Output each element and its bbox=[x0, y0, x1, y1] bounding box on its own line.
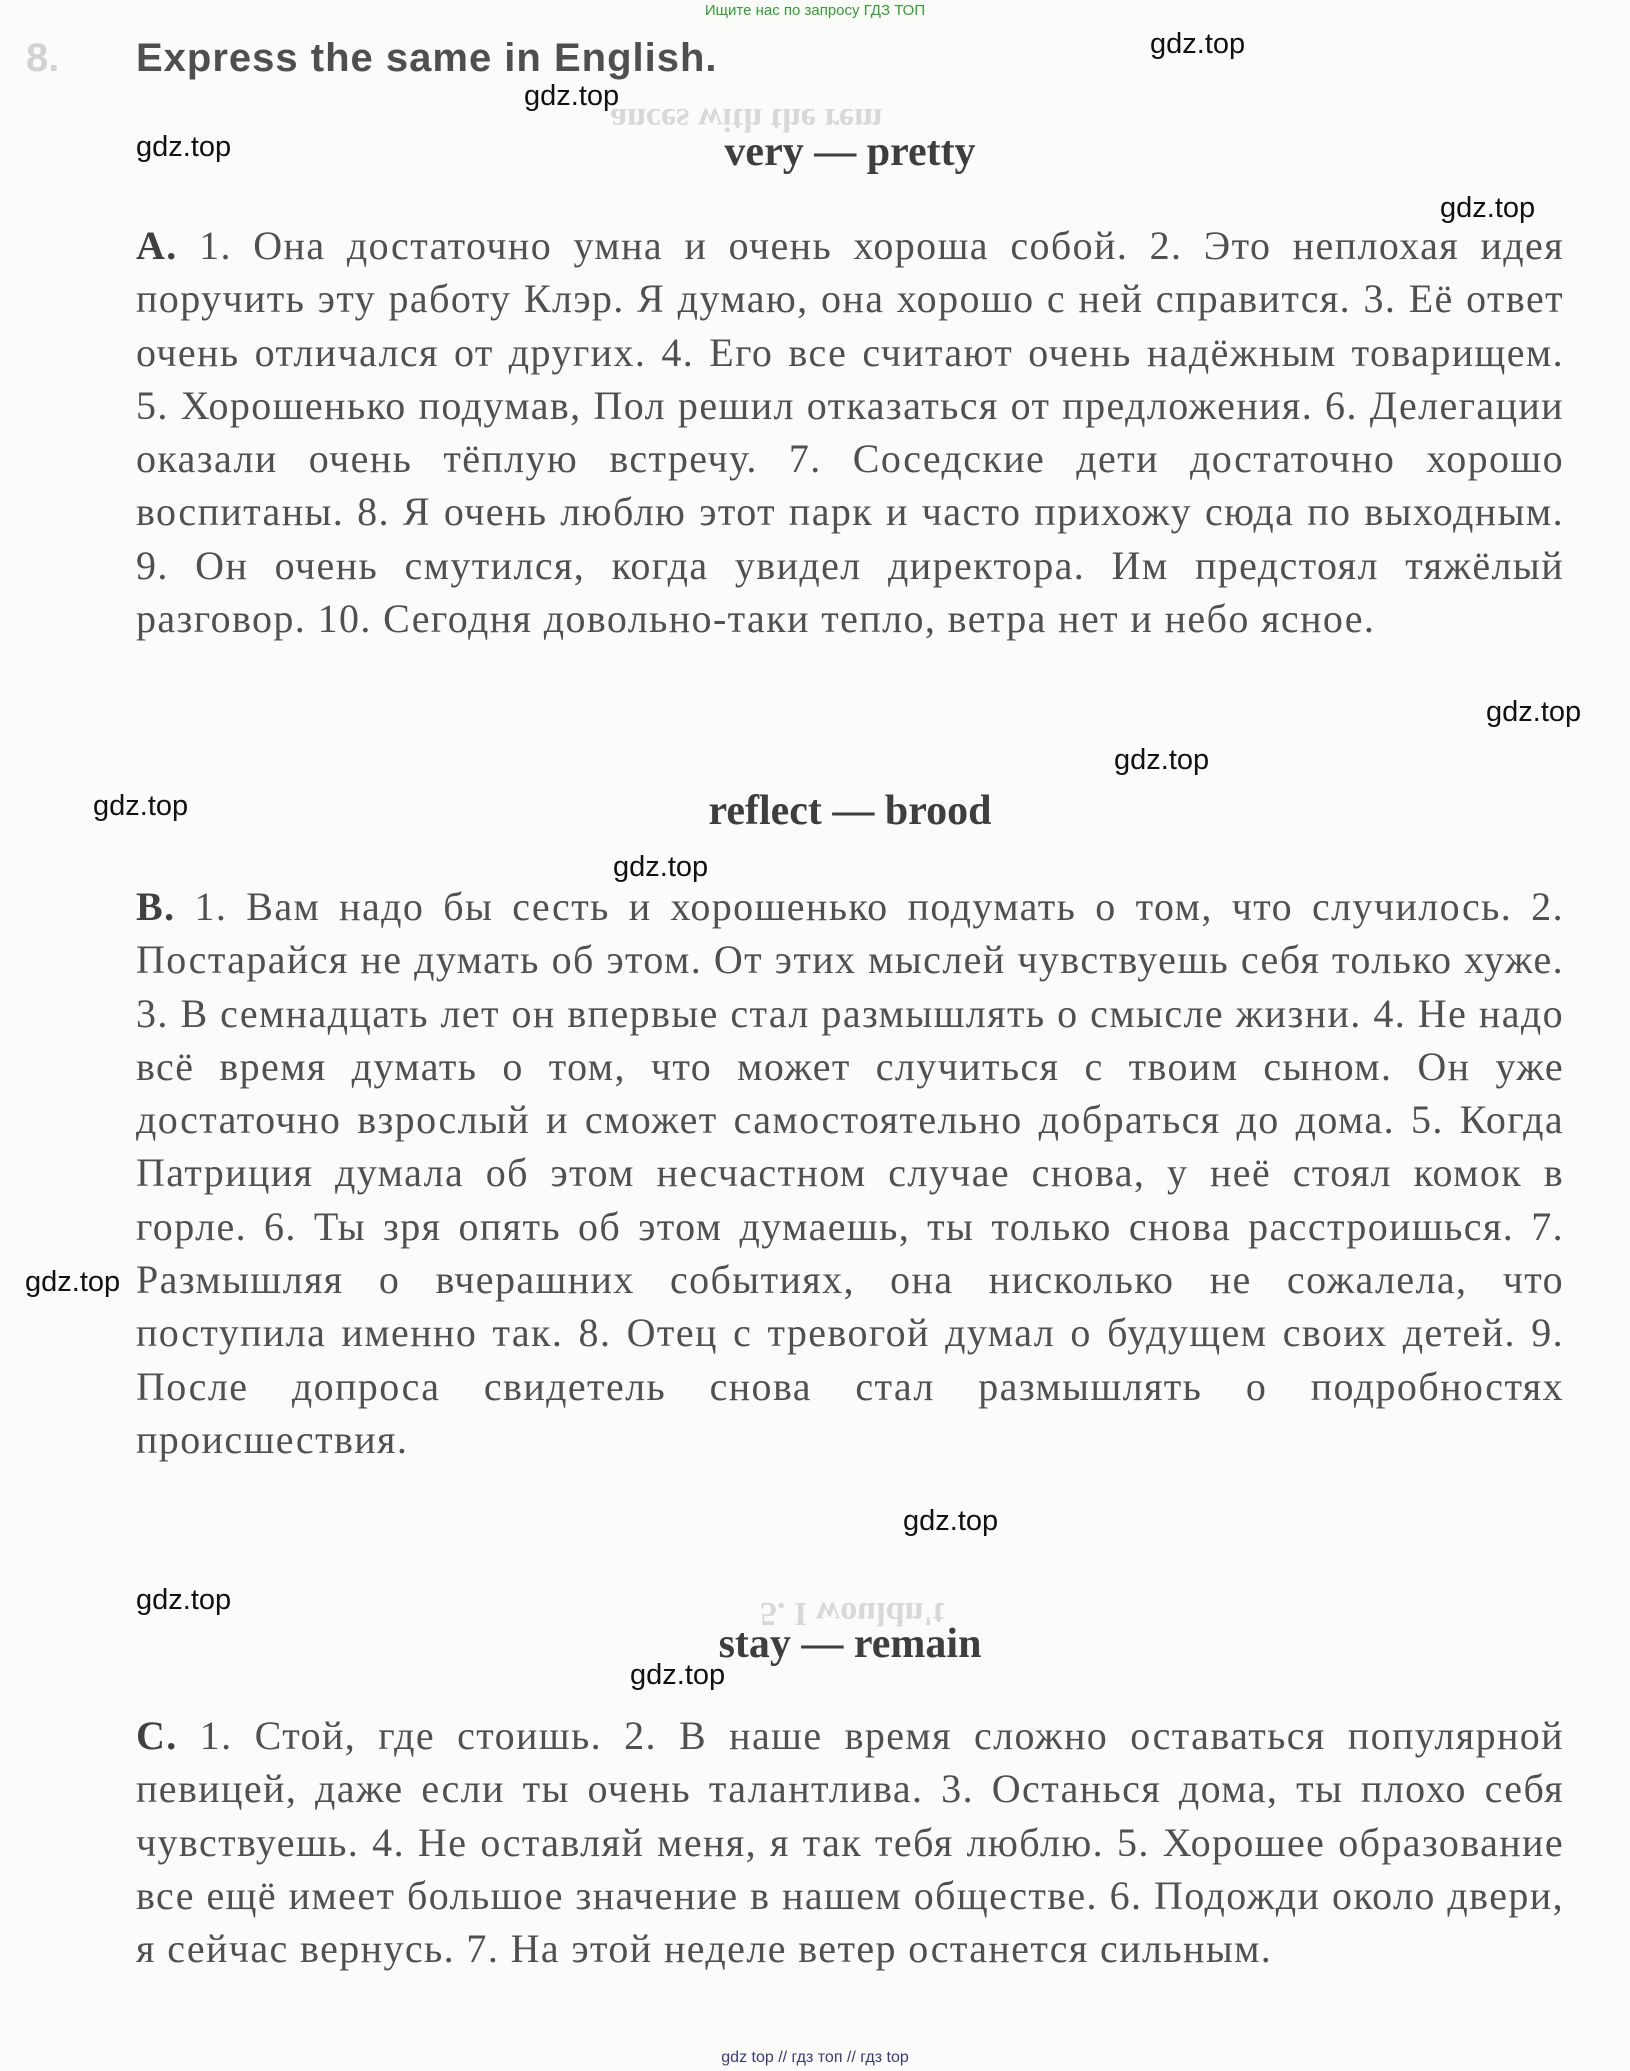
watermark: gdz.top bbox=[630, 1659, 726, 1691]
watermark: gdz.top bbox=[613, 851, 709, 883]
show-through-text: ances with the rem bbox=[610, 101, 883, 138]
section-body: 1. Она достаточно умна и очень хороша собой. 2. Это неплохая идея поручить эту работу Клэр. Я думаю, она хорошо с ней справится. 3. Её ответ очень отличался от других. 4. Его все считают очень надёжным товарищем. 5. Хорошенько подумав, Пол решил отказаться от предложения. 6. Делегации оказали очень тёплую встречу. 7. Соседские дети достаточно хорошо воспитаны. 8. Я очень люблю этот парк и часто прихожу сюда по выходным. 9. Он очень смутился, когда увидел директора. Им предстоял тяжёлый разговор. 10. Сегодня довольно-таки тепло, ветра нет и небо ясное. bbox=[136, 223, 1564, 642]
section-a-text bbox=[136, 219, 1564, 645]
watermark: gdz.top bbox=[1150, 28, 1246, 60]
watermark: gdz.top bbox=[93, 790, 189, 822]
exercise-number: 8. bbox=[26, 36, 60, 80]
watermark: gdz.top bbox=[136, 1584, 232, 1616]
show-through-text: 5. I wouldn't bbox=[760, 1595, 945, 1632]
top-banner[interactable]: Ищите нас по запросу ГДЗ ТОП bbox=[704, 2, 926, 19]
exercise-title: Express the same in English. bbox=[136, 36, 718, 80]
section-letter: C. bbox=[136, 1713, 178, 1758]
section-heading-a: very — pretty bbox=[724, 129, 976, 175]
section-heading-b: reflect — brood bbox=[708, 788, 992, 834]
section-body: 1. Вам надо бы сесть и хорошенько подумать о том, что случилось. 2. Постарайся не думать об этом. От этих мыслей чувствуешь себя только хуже. 3. В семнадцать лет он впервые стал размышлять о смысле жизни. 4. Не надо всё время думать о том, что может случиться с твоим сыном. Он уже достаточно взрослый и сможет самостоятельно добраться до дома. 5. Когда Патриция думала об этом несчастном случае снова, у неё стоял комок в горле. 6. Ты зря опять об этом думаешь, ты только снова расстроишься. 7. Размышляя о вчерашних событиях, она нисколько не сожалела, что поступила именно так. 8. Отец с тревогой думал о будущем своих детей. 9. После допроса свидетель снова стал размышлять о подробностях происшествия. bbox=[136, 884, 1564, 1462]
section-body: 1. Стой, где стоишь. 2. В наше время сложно оставаться популярной певицей, даже если ты очень талантлива. 3. Останься дома, ты плохо себя чувствуешь. 4. Не оставляй меня, я так тебя люблю. 5. Хорошее образование все ещё имеет большое значение в нашем обществе. 6. Подожди около двери, я сейчас вернусь. 7. На этой неделе ветер останется сильным. bbox=[136, 1713, 1564, 1972]
section-c-text bbox=[136, 1709, 1564, 1975]
section-letter: A. bbox=[136, 223, 178, 268]
watermark: gdz.top bbox=[25, 1266, 121, 1298]
section-heading-c: stay — remain bbox=[718, 1621, 982, 1667]
section-b-text bbox=[136, 880, 1564, 1466]
watermark: gdz.top bbox=[1440, 192, 1536, 224]
bottom-banner[interactable]: gdz top // гдз топ // гдз top bbox=[721, 2049, 909, 2066]
watermark: gdz.top bbox=[524, 80, 620, 112]
watermark: gdz.top bbox=[903, 1505, 999, 1537]
watermark: gdz.top bbox=[1114, 744, 1210, 776]
watermark: gdz.top bbox=[136, 131, 232, 163]
section-letter: B. bbox=[136, 884, 176, 929]
watermark: gdz.top bbox=[1486, 696, 1582, 728]
